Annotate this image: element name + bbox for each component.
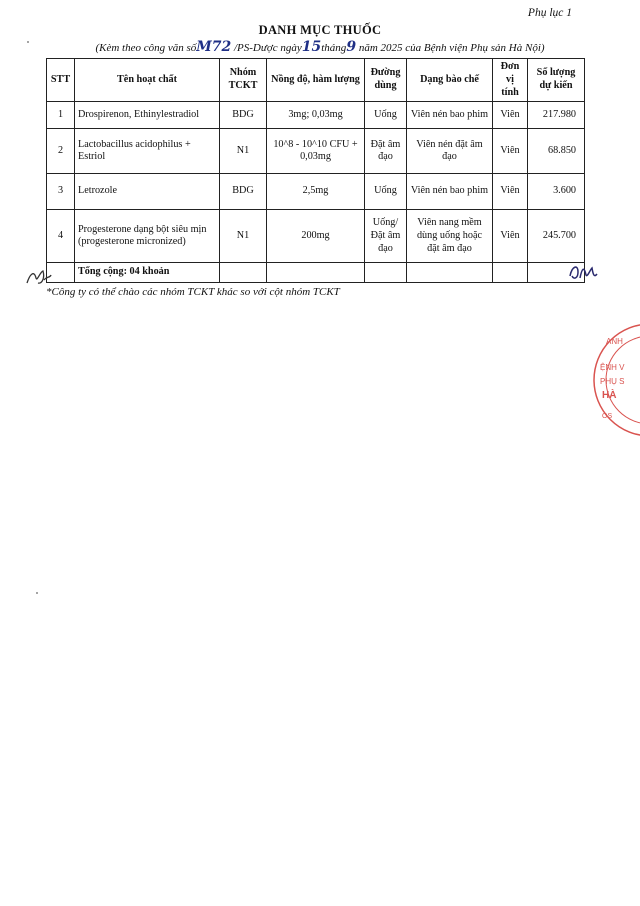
hospital-seal: [588, 320, 640, 440]
cell-strength: 200mg: [267, 210, 365, 263]
document-subtitle: [0, 39, 640, 55]
cell-route: Uống: [365, 174, 407, 210]
cell-unit: Viên: [493, 129, 528, 174]
cell-unit: Viên: [493, 174, 528, 210]
cell-unit: Viên: [493, 102, 528, 129]
scan-speck: [27, 41, 29, 43]
cell-name: Letrozole: [75, 174, 220, 210]
cell-form: Viên nén bao phim: [407, 174, 493, 210]
subtitle-part-4: năm 2025 của Bệnh viện Phụ sản Hà Nội): [358, 42, 545, 54]
col-header-group: Nhóm TCKT: [220, 59, 267, 102]
cell-qty: 217.980: [528, 102, 585, 129]
cell-route: Uống/ Đặt âm đạo: [365, 210, 407, 263]
cell-stt: 2: [47, 129, 75, 174]
cell-empty: [365, 263, 407, 283]
cell-group: N1: [220, 210, 267, 263]
cell-name: Drospirenon, Ethinylestradiol: [75, 102, 220, 129]
col-header-route: Đường dùng: [365, 59, 407, 102]
month-handwritten: 9: [346, 39, 357, 55]
subtitle-part-3: tháng: [321, 42, 347, 54]
cell-unit: Viên: [493, 210, 528, 263]
table-total-row: [47, 263, 585, 283]
document-title: DANH MỤC THUỐC: [258, 23, 382, 37]
cell-form: Viên nén bao phim: [407, 102, 493, 129]
cell-route: Đặt âm đạo: [365, 129, 407, 174]
col-header-unit: Đơn vị tính: [493, 59, 528, 102]
svg-text:OS: OS: [602, 413, 613, 420]
cell-stt: 1: [47, 102, 75, 129]
col-header-qty: Số lượng dự kiến: [528, 59, 585, 102]
cell-group: N1: [220, 129, 267, 174]
cell-empty: [407, 263, 493, 283]
doc-number-handwritten: M72: [196, 39, 232, 55]
cell-empty: [267, 263, 365, 283]
cell-name: Progesterone dạng bột siêu mịn (progesterone micronized): [75, 210, 220, 263]
cell-group: BDG: [220, 174, 267, 210]
cell-strength: 3mg; 0,03mg: [267, 102, 365, 129]
svg-text:PHỤ S: PHỤ S: [600, 377, 625, 386]
table-row: [47, 210, 585, 263]
footnote: *Công ty có thể chào các nhóm TCKT khác so với cột nhóm TCKT: [46, 286, 340, 298]
table-row: [47, 129, 585, 174]
cell-route: Uống: [365, 102, 407, 129]
table-header-row: [47, 59, 585, 102]
cell-form: Viên nén đặt âm đạo: [407, 129, 493, 174]
col-header-name: Tên hoạt chất: [75, 59, 220, 102]
day-handwritten: 15: [301, 39, 322, 55]
scan-speck: [36, 592, 38, 594]
total-label: Tổng cộng: 04 khoản: [75, 263, 220, 283]
appendix-label: Phụ lục 1: [527, 7, 572, 19]
cell-stt: 4: [47, 210, 75, 263]
cell-qty: 68.850: [528, 129, 585, 174]
cell-qty: 245.700: [528, 210, 585, 263]
col-header-strength: Nồng độ, hàm lượng: [267, 59, 365, 102]
svg-text:HÀ: HÀ: [602, 390, 617, 401]
initials-signature-left: [24, 266, 54, 288]
cell-empty: [220, 263, 267, 283]
cell-strength: 2,5mg: [267, 174, 365, 210]
col-header-stt: STT: [47, 59, 75, 102]
cell-group: BDG: [220, 102, 267, 129]
cell-name: Lactobacillus acidophilus + Estriol: [75, 129, 220, 174]
subtitle-part-1: (Kèm theo công văn số: [95, 42, 197, 54]
table-row: [47, 174, 585, 210]
cell-empty: [493, 263, 528, 283]
cell-stt: 3: [47, 174, 75, 210]
svg-text:ANH: ANH: [606, 337, 623, 346]
initials-signature-right: [566, 260, 600, 284]
cell-qty: 3.600: [528, 174, 585, 210]
cell-form: Viên nang mềm dùng uống hoặc đặt âm đạo: [407, 210, 493, 263]
cell-strength: 10^8 - 10^10 CFU + 0,03mg: [267, 129, 365, 174]
subtitle-part-2: /PS-Dược ngày: [233, 42, 302, 54]
svg-text:ỆNH V: ỆNH V: [600, 363, 625, 372]
col-header-form: Dạng bào chế: [407, 59, 493, 102]
table-row: [47, 102, 585, 129]
drug-list-table: [46, 58, 585, 283]
